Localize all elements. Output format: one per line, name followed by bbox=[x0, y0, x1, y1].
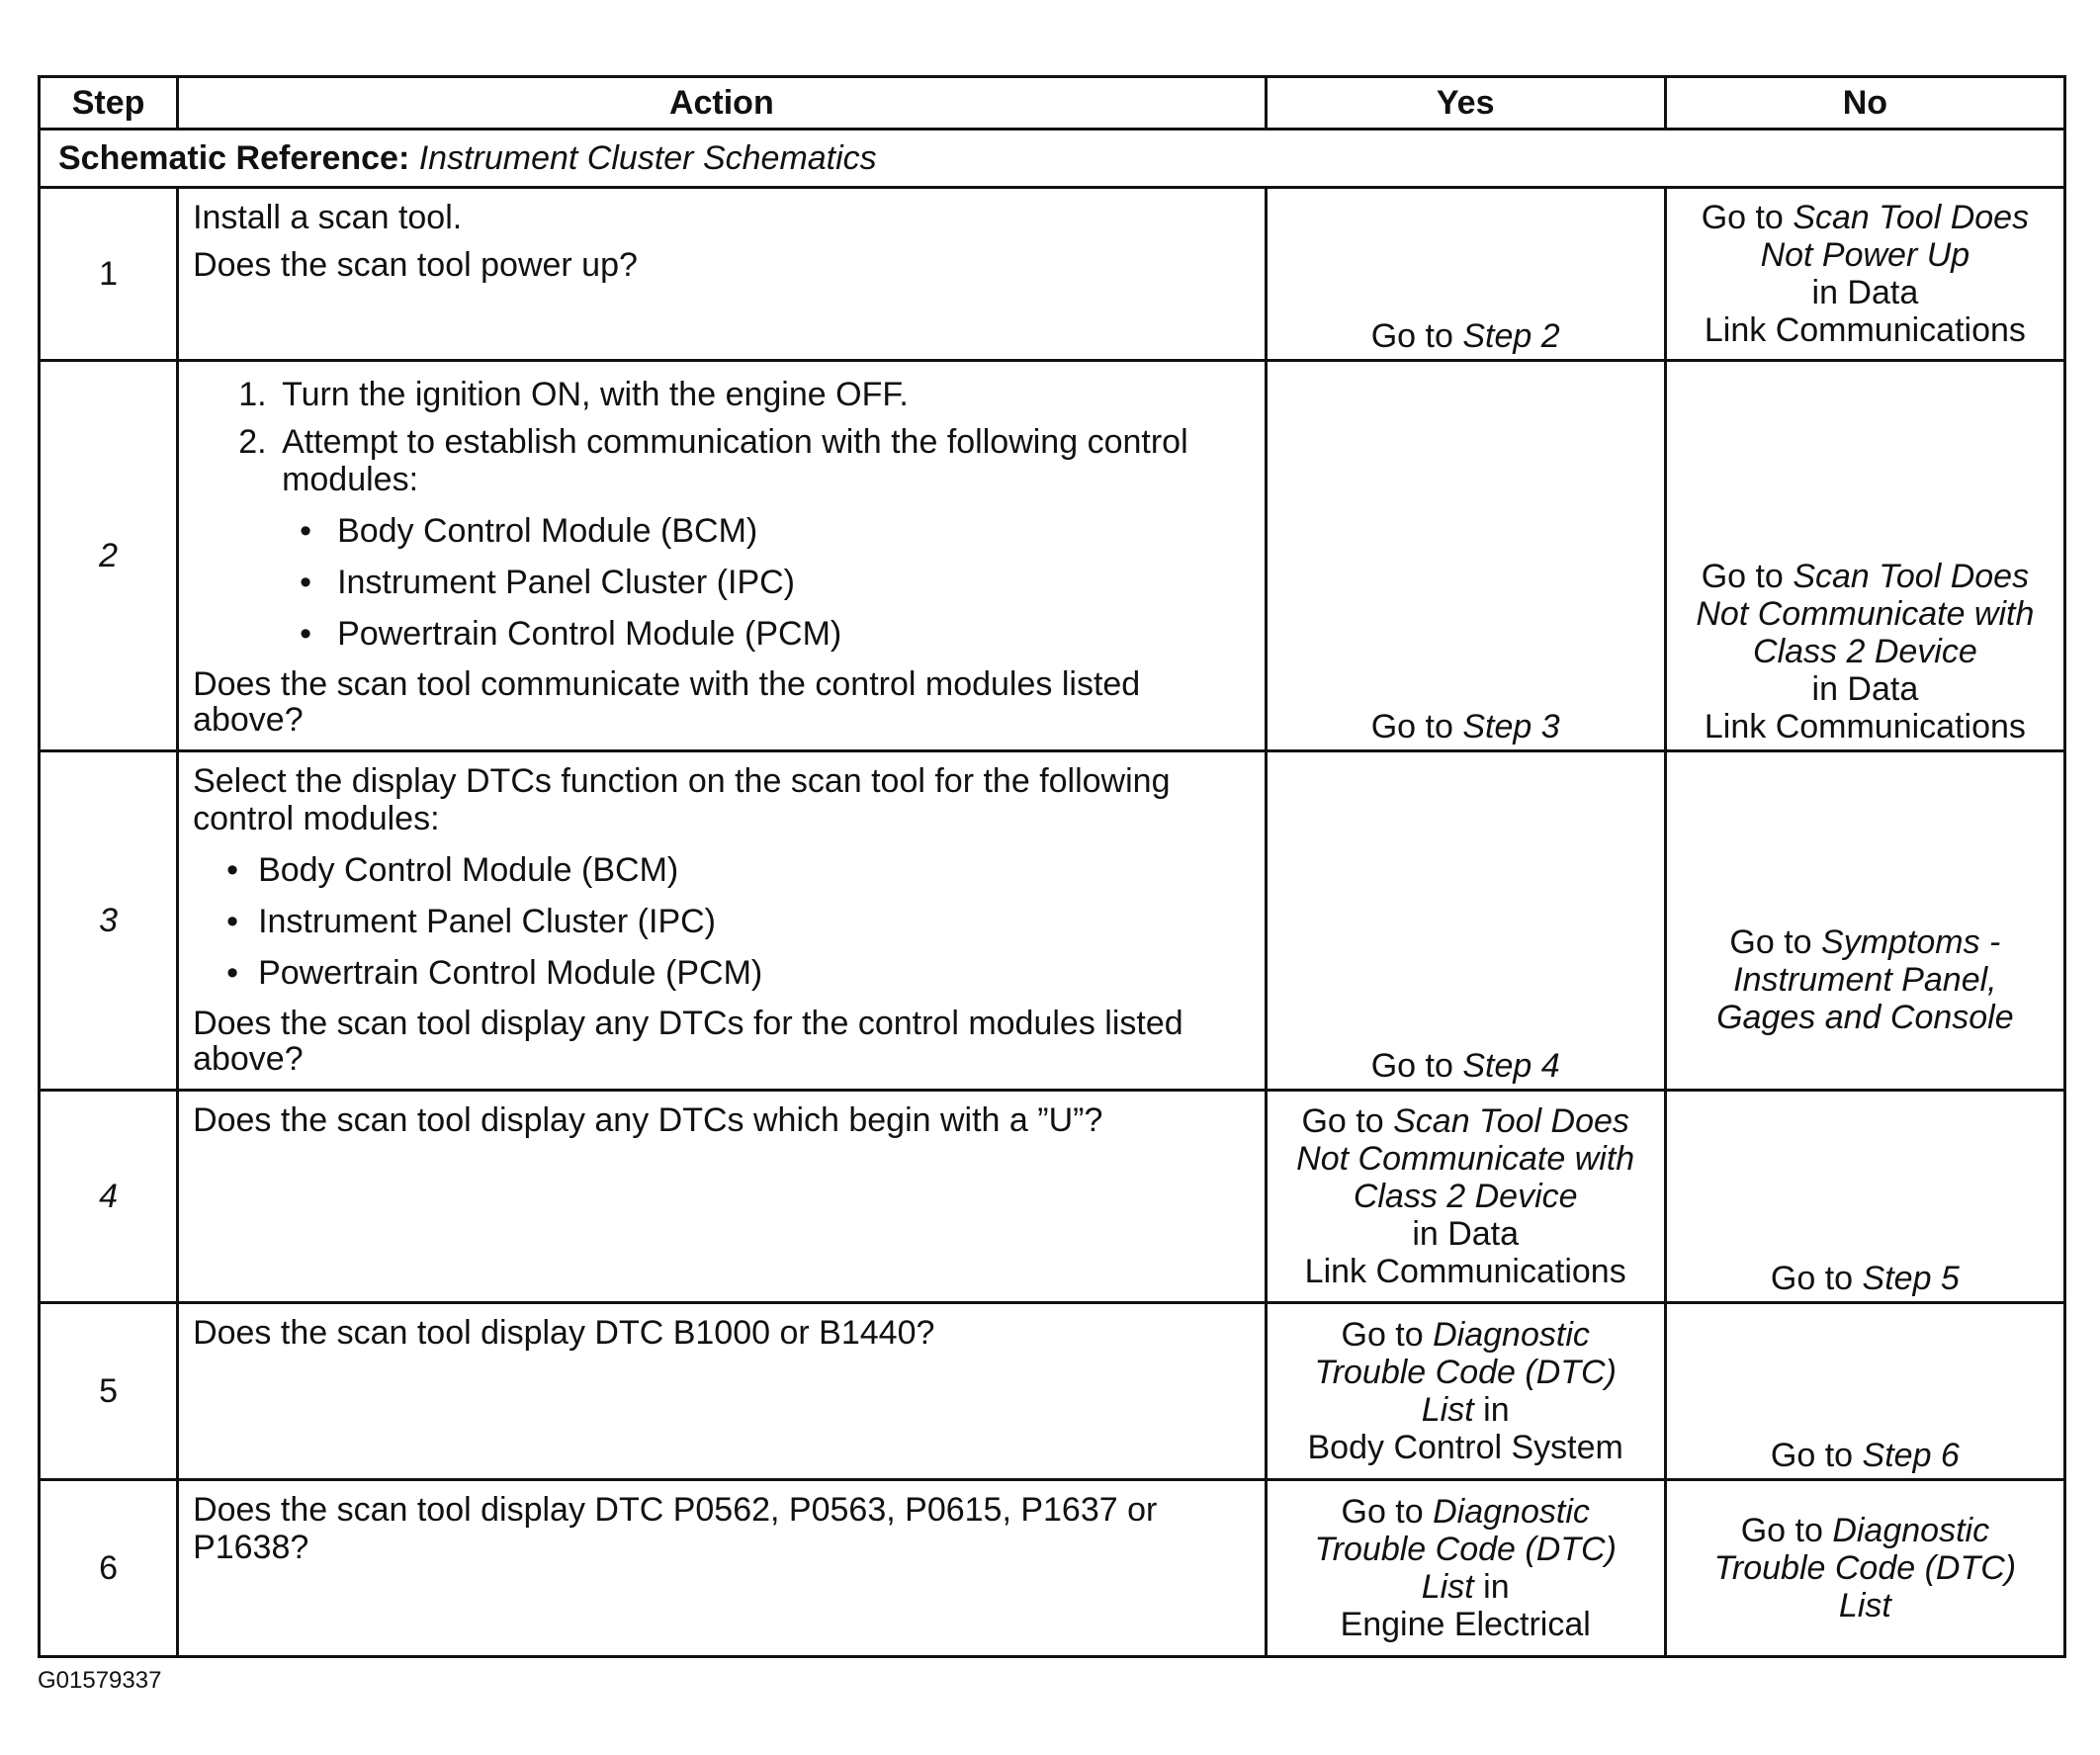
yes-link[interactable]: Class 2 Device bbox=[1353, 1178, 1578, 1215]
table-row bbox=[40, 1091, 2065, 1303]
action-text: Select the display DTCs function on the scan tool for the following control modules: bbox=[193, 762, 1171, 837]
no-cell: Go to Scan Tool Does Not Power Up in Data Link Communications bbox=[1665, 188, 2064, 361]
table-row bbox=[40, 1480, 2065, 1657]
step-number: 5 bbox=[40, 1303, 178, 1480]
yes-link[interactable]: Diagnostic bbox=[1433, 1316, 1590, 1354]
step-number: 4 bbox=[40, 1091, 178, 1303]
action-cell bbox=[178, 361, 1267, 751]
no-cell: Go to Step 6 bbox=[1665, 1303, 2064, 1480]
yes-link[interactable]: Diagnostic bbox=[1433, 1493, 1590, 1531]
yes-cell: Go to Scan Tool Does Not Communicate with Class 2 Device in Data Link Communications bbox=[1266, 1091, 1665, 1303]
yes-link[interactable]: List bbox=[1421, 1568, 1474, 1606]
yes-link[interactable]: Not Communicate with bbox=[1296, 1140, 1635, 1178]
header-no: No bbox=[1665, 77, 2064, 130]
header-action: Action bbox=[178, 77, 1267, 130]
no-cell: Go to Symptoms - Instrument Panel, Gages and Console bbox=[1665, 751, 2064, 1091]
no-cell: Go to Step 5 bbox=[1665, 1091, 2064, 1303]
action-question: Does the scan tool power up? bbox=[193, 246, 638, 284]
figure-id: G01579337 bbox=[38, 1667, 162, 1694]
yes-link[interactable]: Step 2 bbox=[1462, 317, 1560, 355]
step-number: 3 bbox=[40, 751, 178, 1091]
no-link[interactable]: List bbox=[1838, 1587, 1891, 1624]
schematic-reference bbox=[40, 130, 2065, 188]
list-item: • Instrument Panel Cluster (IPC) bbox=[331, 564, 1251, 601]
no-link[interactable]: Diagnostic bbox=[1832, 1512, 1990, 1549]
no-link[interactable]: Scan Tool Does bbox=[1793, 199, 2030, 236]
no-link[interactable]: Not Communicate with bbox=[1696, 595, 2035, 633]
no-link[interactable]: Class 2 Device bbox=[1753, 633, 1977, 670]
list-item: 1. Turn the ignition ON, with the engine OFF. bbox=[276, 376, 1251, 413]
module-list bbox=[193, 851, 1251, 992]
yes-cell: Go to Step 3 bbox=[1266, 361, 1665, 751]
schematic-reference-row bbox=[40, 130, 2065, 188]
yes-cell: Go to Diagnostic Trouble Code (DTC) List in Engine Electrical bbox=[1266, 1480, 1665, 1657]
table-row bbox=[40, 751, 2065, 1091]
action-text: Install a scan tool. bbox=[193, 199, 463, 236]
no-link[interactable]: Scan Tool Does bbox=[1793, 558, 2030, 595]
action-question: Does the scan tool display DTC P0562, P0563, P0615, P1637 or P1638? bbox=[193, 1491, 1158, 1566]
list-item: • Body Control Module (BCM) bbox=[331, 512, 1251, 550]
step-number: 1 bbox=[40, 188, 178, 361]
action-question: Does the scan tool display any DTCs which begin with a ”U”? bbox=[193, 1101, 1103, 1139]
yes-link[interactable]: Step 4 bbox=[1462, 1047, 1560, 1085]
action-question: Does the scan tool display DTC B1000 or B1440? bbox=[193, 1314, 935, 1352]
action-steps-list bbox=[193, 376, 1251, 653]
diagnostic-table bbox=[38, 75, 2066, 1658]
list-item: • Powertrain Control Module (PCM) bbox=[258, 954, 1251, 992]
list-item: 2. Attempt to establish communication with the following control modules: • Body Control Module (BCM) • Instrument Panel Cluster (IPC) • Powertrain Control Module (PCM) bbox=[276, 423, 1251, 653]
list-item: • Body Control Module (BCM) bbox=[258, 851, 1251, 889]
no-link[interactable]: Not Power Up bbox=[1760, 236, 1970, 274]
list-item: • Powertrain Control Module (PCM) bbox=[331, 615, 1251, 653]
action-question: Does the scan tool display any DTCs for the control modules listed above? bbox=[193, 1005, 1183, 1078]
no-link[interactable]: Instrument Panel, bbox=[1733, 961, 1997, 999]
header-row bbox=[40, 77, 2065, 130]
step-number: 6 bbox=[40, 1480, 178, 1657]
action-cell bbox=[178, 1480, 1267, 1657]
module-list bbox=[282, 512, 1251, 653]
action-cell bbox=[178, 1303, 1267, 1480]
schematic-reference-link[interactable]: Instrument Cluster Schematics bbox=[418, 139, 877, 177]
no-link[interactable]: Step 5 bbox=[1862, 1260, 1960, 1297]
yes-link[interactable]: Trouble Code (DTC) bbox=[1314, 1354, 1617, 1391]
no-link[interactable]: Step 6 bbox=[1862, 1437, 1960, 1474]
header-step: Step bbox=[40, 77, 178, 130]
no-link[interactable]: Gages and Console bbox=[1716, 999, 2014, 1036]
no-cell: Go to Diagnostic Trouble Code (DTC) List bbox=[1665, 1480, 2064, 1657]
action-question: Does the scan tool communicate with the control modules listed above? bbox=[193, 665, 1141, 739]
yes-cell: Go to Diagnostic Trouble Code (DTC) List in Body Control System bbox=[1266, 1303, 1665, 1480]
action-cell bbox=[178, 1091, 1267, 1303]
action-cell bbox=[178, 188, 1267, 361]
yes-cell: Go to Step 2 bbox=[1266, 188, 1665, 361]
list-item: • Instrument Panel Cluster (IPC) bbox=[258, 903, 1251, 940]
yes-link[interactable]: List bbox=[1421, 1391, 1474, 1429]
table-row bbox=[40, 1303, 2065, 1480]
table-row bbox=[40, 188, 2065, 361]
action-cell bbox=[178, 751, 1267, 1091]
step-number: 2 bbox=[40, 361, 178, 751]
yes-link[interactable]: Scan Tool Does bbox=[1393, 1102, 1629, 1140]
schematic-reference-label: Schematic Reference: bbox=[58, 139, 410, 177]
no-cell: Go to Scan Tool Does Not Communicate with Class 2 Device in Data Link Communications bbox=[1665, 361, 2064, 751]
no-link[interactable]: Symptoms - bbox=[1821, 923, 2001, 961]
table-row bbox=[40, 361, 2065, 751]
header-yes: Yes bbox=[1266, 77, 1665, 130]
yes-cell: Go to Step 4 bbox=[1266, 751, 1665, 1091]
yes-link[interactable]: Trouble Code (DTC) bbox=[1314, 1531, 1617, 1568]
yes-link[interactable]: Step 3 bbox=[1462, 708, 1560, 746]
no-link[interactable]: Trouble Code (DTC) bbox=[1713, 1549, 2017, 1587]
